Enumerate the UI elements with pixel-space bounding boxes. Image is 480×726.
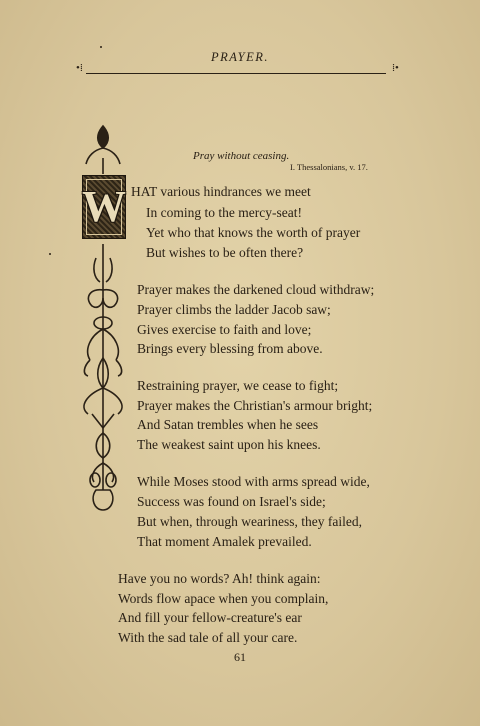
head-ornament-left: •⁞ [76, 62, 83, 74]
verse-line: But wishes to be often there? [146, 245, 304, 260]
verse-line: Brings every blessing from above. [137, 341, 323, 356]
verse-line: In coming to the mercy-seat! [146, 205, 302, 220]
verse-line: That moment Amalek prevailed. [137, 534, 312, 549]
drop-cap-letter: W [82, 182, 126, 231]
verse-line: While Moses stood with arms spread wide, [137, 474, 370, 489]
print-speck [100, 46, 102, 48]
verse-line: Success was found on Israel's side; [137, 494, 326, 509]
epigraph-reference: I. Thessalonians, v. 17. [290, 162, 368, 172]
running-head: PRAYER. [210, 50, 270, 64]
verse-line: But when, through weariness, they failed, [137, 514, 362, 529]
drop-cap-frame [82, 175, 126, 239]
print-speck [49, 253, 51, 255]
verse-line: Gives exercise to faith and love; [137, 322, 312, 337]
head-rule [86, 73, 386, 74]
verse-line: The weakest saint upon his knees. [137, 437, 321, 452]
page-number: 61 [234, 650, 246, 664]
verse-line: With the sad tale of all your care. [118, 630, 298, 645]
verse-line: Restraining prayer, we cease to fight; [137, 378, 339, 393]
verse-line: And Satan trembles when he sees [137, 417, 319, 432]
verse-line: Prayer climbs the ladder Jacob saw; [137, 302, 331, 317]
head-ornament-right: ⁞• [392, 62, 399, 74]
verse-line: Yet who that knows the worth of prayer [146, 225, 361, 240]
verse-line: And fill your fellow-creature's ear [118, 610, 302, 625]
verse-line: Prayer makes the darkened cloud withdraw; [137, 282, 375, 297]
verse-line: HAT various hindrances we meet [131, 184, 311, 199]
epigraph-quote: Pray without ceasing. [193, 150, 290, 162]
verse-line: Words flow apace when you complain, [118, 591, 329, 606]
verse-line: Have you no words? Ah! think again: [118, 571, 321, 586]
verse-line: Prayer makes the Christian's armour bright; [137, 398, 373, 413]
